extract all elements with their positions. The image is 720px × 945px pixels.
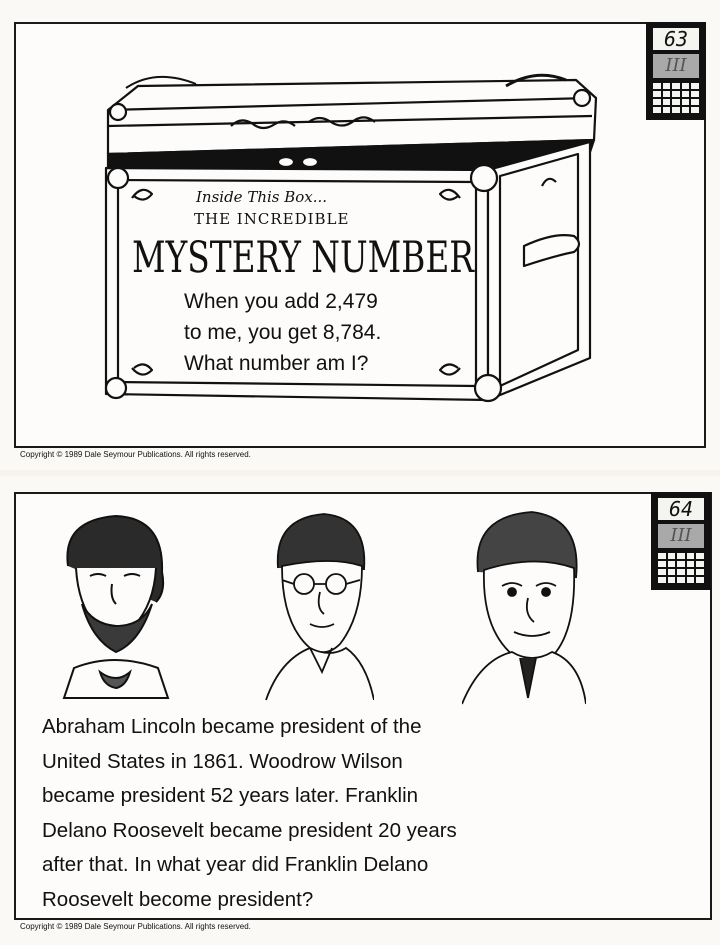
problem-line: Abraham Lincoln became president of the	[42, 715, 422, 738]
problem-line: What number am I?	[184, 352, 369, 375]
box-script-line: Inside This Box...	[196, 188, 328, 206]
level-indicator: III	[658, 524, 704, 548]
roosevelt-portrait	[462, 506, 586, 706]
copyright-notice: Copyright © 1989 Dale Seymour Publications. All rights reserved.	[20, 922, 251, 931]
problem-line: Roosevelt become president?	[42, 887, 314, 911]
problem-card-64	[0, 476, 720, 945]
card-number-badge	[646, 22, 706, 120]
calculator-icon	[658, 553, 704, 583]
problem-line: after that. In what year did Franklin Delano	[42, 853, 429, 876]
problem-text	[184, 286, 381, 379]
problem-line: Delano Roosevelt became president 20 years	[42, 818, 457, 842]
card-number: 64	[658, 498, 704, 520]
box-title: MYSTERY NUMBER	[132, 233, 476, 283]
box-subtitle: THE INCREDIBLE	[194, 210, 350, 228]
problem-line: to me, you get 8,784.	[184, 321, 382, 344]
problem-card-63	[0, 0, 720, 470]
lincoln-portrait	[54, 508, 174, 704]
problem-line: United States in 1861. Woodrow Wilson	[42, 749, 403, 773]
copyright-notice: Copyright © 1989 Dale Seymour Publications. All rights reserved.	[20, 450, 251, 459]
problem-text	[42, 710, 457, 917]
problem-line: When you add 2,479	[184, 290, 378, 313]
problem-line: became president 52 years later. Franklin	[42, 784, 419, 807]
card-number-badge	[651, 492, 711, 590]
card-number: 63	[653, 28, 699, 50]
calculator-icon	[653, 83, 699, 113]
level-indicator: III	[653, 54, 699, 78]
wilson-portrait	[262, 508, 374, 704]
